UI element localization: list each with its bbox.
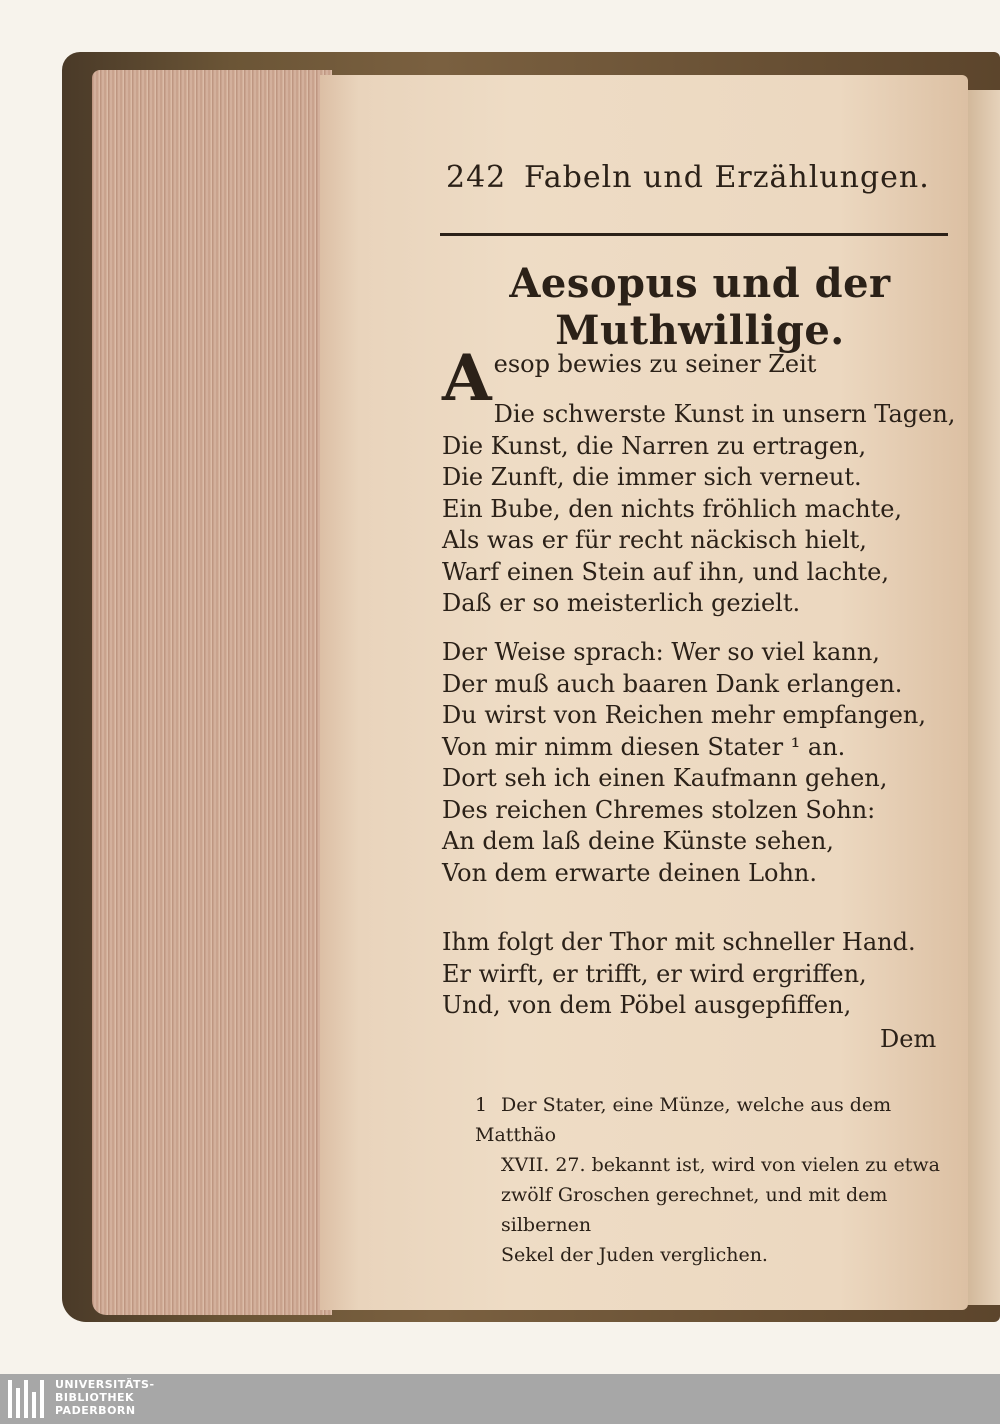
library-logo-icon <box>8 1380 48 1418</box>
verse-line: Du wirst von Reichen mehr empfangen, <box>442 701 926 729</box>
verse-line: Dort seh ich einen Kaufmann gehen, <box>442 764 888 792</box>
catchword: Dem <box>880 1025 937 1053</box>
logo-line: PADERBORN <box>55 1404 136 1417</box>
logo-line: UNIVERSITÄTS- <box>55 1378 155 1391</box>
verse-line: Von dem erwarte deinen Lohn. <box>442 858 818 887</box>
footnote-line: zwölf Groschen gerechnet, und mit dem silbernen <box>501 1184 888 1236</box>
verse-line: Warf einen Stein auf ihn, und lachte, <box>442 557 889 586</box>
verse-line: Als was er für recht näckisch hielt, <box>442 526 867 554</box>
stanza-3 <box>442 927 942 1022</box>
verse-line: Ihm folgt der Thor mit schneller Hand. <box>442 928 916 956</box>
drop-cap: A <box>442 341 492 416</box>
footnote <box>475 1090 955 1270</box>
logo-line: BIBLIOTHEK <box>55 1391 135 1404</box>
library-logo-text <box>55 1378 155 1417</box>
verse-line: Die schwerste Kunst in unsern Tagen, <box>493 400 956 428</box>
verse-line-text: esop bewies zu seiner Zeit <box>493 350 817 378</box>
page-number: 242 <box>446 160 507 195</box>
footnote-line: Sekel der Juden verglichen. <box>501 1244 768 1266</box>
verse-line: Des reichen Chremes stolzen Sohn: <box>442 795 876 824</box>
header-rule <box>440 233 948 236</box>
footnote-line: XVII. 27. bekannt ist, wird von vielen zu etwa <box>501 1154 941 1176</box>
footnote-mark: 1 <box>475 1094 488 1116</box>
verse-line: Der muß auch baaren Dank erlangen. <box>442 669 903 698</box>
running-title: Fabeln und Erzählungen. <box>524 160 930 195</box>
verse-line: An dem laß deine Künste sehen, <box>442 827 834 855</box>
stanza-1 <box>442 341 956 620</box>
poem-title: Aesopus und der Muthwillige. <box>509 260 891 354</box>
running-head <box>446 160 946 195</box>
verse-line: Von mir nimm diesen Stater ¹ an. <box>442 732 846 761</box>
verse-line: Ein Bube, den nichts fröhlich machte, <box>442 494 903 523</box>
library-footer-bar <box>0 1374 1000 1424</box>
verse-line: Die Kunst, die Narren zu ertragen, <box>442 431 867 460</box>
verse-line: Er wirft, er trifft, er wird ergriffen, <box>442 959 867 988</box>
verse-line: Und, von dem Pöbel ausgepfiffen, <box>442 991 852 1019</box>
stanza-2 <box>442 637 942 889</box>
verse-line: Daß er so meisterlich gezielt. <box>442 589 801 617</box>
verse-line: Die Zunft, die immer sich verneut. <box>442 463 862 491</box>
book-page <box>320 75 968 1310</box>
footnote-line: Der Stater, eine Münze, welche aus dem Matthäo <box>475 1094 892 1146</box>
verse-line: Der Weise sprach: Wer so viel kann, <box>442 638 880 666</box>
page-edges <box>92 70 332 1315</box>
